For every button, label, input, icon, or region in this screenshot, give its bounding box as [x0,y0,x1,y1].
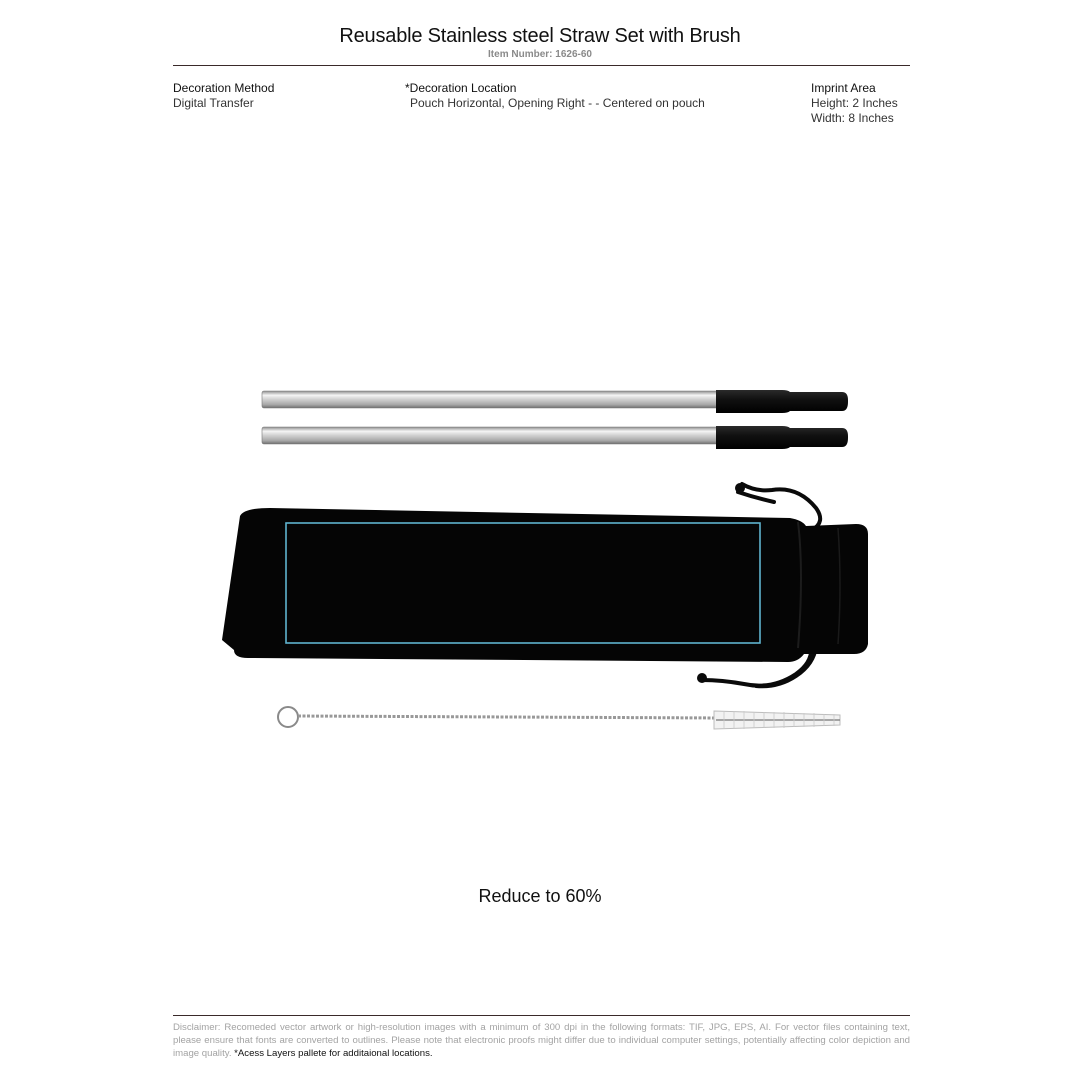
disclaimer-text: Disclaimer: Recomeded vector artwork or high-resolution images with a minimum of 300 dpi in the following formats: TIF, JPG, EPS, AI. For vector files containing text, please ensure that fonts are converted to outlines. Please note that electronic proofs might differ due to individual computer settings, potentially affecting color depiction and image quality. [173,1022,910,1059]
item-number: Item Number: 1626-60 [488,49,592,60]
imprint-area-height: Height: 2 Inches [811,96,898,110]
decoration-method [173,81,274,111]
decoration-method-label: Decoration Method [173,81,275,95]
decoration-location-label: *Decoration Location [405,81,517,95]
footer-divider [173,1015,910,1016]
decoration-location [405,81,705,111]
product-title: Reusable Stainless steel Straw Set with Brush [339,25,741,47]
pouch [222,508,868,662]
layers-note: *Acess Layers pallete for additaional locations. [234,1048,433,1059]
decoration-location-value: Pouch Horizontal, Opening Right - - Centered on pouch [410,96,705,110]
straw-2 [262,426,848,449]
imprint-area-outline [286,523,760,643]
imprint-area-width: Width: 8 Inches [811,111,894,125]
header-divider [173,65,910,66]
decoration-method-value: Digital Transfer [173,96,254,110]
disclaimer [173,1021,910,1060]
straw-1 [262,390,848,413]
imprint-area-label: Imprint Area [811,81,876,95]
cleaning-brush [278,707,840,729]
reduce-note: Reduce to 60% [478,886,602,906]
imprint-area [811,81,898,126]
drawstring [697,483,820,686]
